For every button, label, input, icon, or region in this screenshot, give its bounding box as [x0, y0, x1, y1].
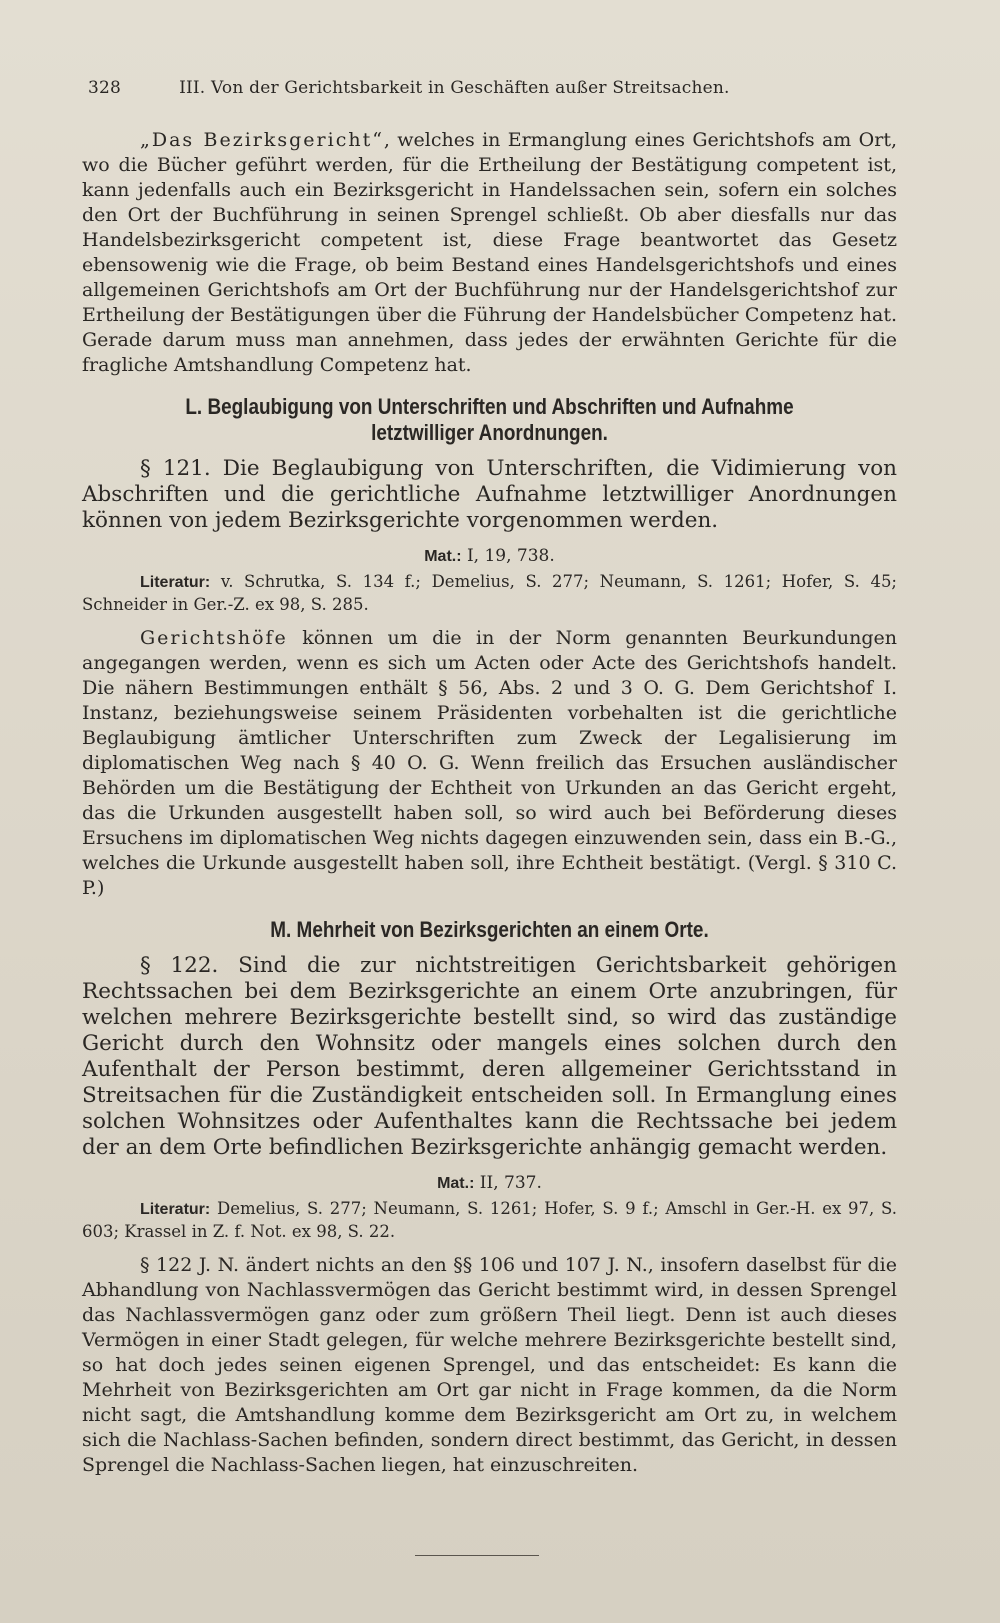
page-body	[82, 128, 897, 1478]
materials-ref: II, 737.	[474, 1173, 542, 1193]
section-l-heading-line2: letztwilliger Anordnungen.	[371, 420, 608, 445]
paragraph-122-text: Sind die zur nichtstreitigen Gerichtsbarkeit gehörigen Rechtssachen bei dem Bezirksgerichte an einem Orte anzubringen, für welchen mehrere Bezirksgerichte bestellt sind, so wird das zuständige Gericht durch den Wohnsitz oder mangels eines solchen durch den Aufenthalt der Person bestimmt, deren allgemeiner Gerichtsstand in Streitsachen für die Zuständigkeit entscheiden soll. In Ermanglung eines solchen Wohnsitzes oder Aufenthaltes kann die Rechtssache bei jedem der an dem Orte befindlichen Bezirksgerichte anhängig gemacht werden.	[82, 953, 897, 1160]
section-m-materials	[82, 1171, 897, 1196]
literature-label: Literatur:	[140, 574, 211, 591]
section-l-literature	[82, 571, 897, 616]
intro-paragraph	[82, 128, 897, 378]
commentary-text: können um die in der Norm genannten Beurkundungen angegangen werden, wenn es sich um Acten oder Acte des Gerichtshofs handelt. Die nähern Bestimmungen enthält § 56, Abs. 2 und 3 O. G. Dem Gerichtshof I. Instanz, beziehungsweise seinem Präsidenten vorbehalten ist die gerichtliche Beglaubigung ämtlicher Unterschriften zum Zweck der Legalisierung im diplomatischen Weg nach § 40 O. G. Wenn freilich das Ersuchen ausländischer Behörden um die Bestätigung der Echtheit von Urkunden an das Gericht ergeht, das die Urkunden ausgestellt haben soll, so wird auch bei Beförderung dieses Ersuchens im diplomatischen Weg nichts dagegen einzuwenden sein, dass ein B.-G., welches die Urkunde ausgestellt haben soll, ihre Echtheit bestätigt. (Vergl. § 310 C. P.)	[82, 627, 897, 899]
section-m-literature	[82, 1198, 897, 1243]
paragraph-121	[82, 456, 897, 534]
paragraph-121-number: § 121.	[140, 456, 211, 481]
paragraph-122	[82, 953, 897, 1161]
section-m-heading: M. Mehrheit von Bezirksgerichten an einem Orte.	[270, 917, 709, 942]
literature-refs: v. Schrutka, S. 134 f.; Demelius, S. 277; Neumann, S. 1261; Hofer, S. 45; Schneider in Ger.-Z. ex 98, S. 285.	[82, 572, 897, 614]
intro-text: , welches in Ermanglung eines Gerichtshofs am Ort, wo die Bücher geführt werden, für die Ertheilung der Bestätigung competent ist, kann jedenfalls auch ein Bezirksgericht in Handelssachen sein, sofern ein solches den Ort der Buchführung in seinen Sprengel schließt. Ob aber diesfalls nur das Handelsbezirksgericht competent ist, diese Frage beantwortet das Gesetz ebensowenig wie die Frage, ob beim Bestand eines Handelsgerichtshofs und eines allgemeinen Gerichtshofs am Ort der Buchführung nur der Handelsgerichtshof zur Ertheilung der Bestätigungen über die Führung der Handelsbücher Competenz hat. Gerade darum muss man annehmen, dass jedes der erwähnten Gerichte für die fragliche Amtshandlung Competenz hat.	[82, 129, 897, 376]
running-header	[88, 78, 908, 98]
section-l-commentary	[82, 626, 897, 901]
intro-quote: „Das Bezirksgericht“	[140, 129, 384, 151]
materials-label: Mat.:	[437, 1175, 475, 1192]
commentary-lead: Gerichtshöfe	[140, 627, 288, 649]
paragraph-122-number: § 122.	[140, 953, 219, 978]
section-l-heading	[139, 394, 840, 446]
section-m-commentary: § 122 J. N. ändert nichts an den §§ 106 und 107 J. N., insofern daselbst für die Abhandlung von Nachlassvermögen das Gericht bestimmt wird, in dessen Sprengel das Nachlassvermögen ganz oder zum größern Theil liegt. Denn ist auch dieses Vermögen in einer Stadt gelegen, für welche mehrere Bezirksgerichte bestellt sind, so hat doch jedes seinen eigenen Sprengel, und das entscheidet: Es kann die Mehrheit von Bezirksgerichten am Ort gar nicht in Frage kommen, da die Norm nicht sagt, die Amtshandlung komme dem Bezirksgericht am Ort zu, in welchem sich die Nachlass-Sachen befinden, sondern direct bestimmt, das Gericht, in dessen Sprengel die Nachlass-Sachen liegen, hat einzuschreiten.	[82, 1254, 897, 1476]
section-l-materials	[82, 544, 897, 569]
footer-rule	[415, 1555, 539, 1556]
running-title: III. Von der Gerichtsbarkeit in Geschäften außer Streitsachen.	[179, 78, 730, 98]
literature-label: Literatur:	[140, 1201, 211, 1218]
paragraph-121-text: Die Beglaubigung von Unterschriften, die Vidimierung von Abschriften und die gerichtliche Aufnahme letztwilliger Anordnungen können von jedem Bezirksgerichte vorgenommen werden.	[82, 456, 898, 533]
materials-ref: I, 19, 738.	[461, 546, 555, 566]
literature-refs: Demelius, S. 277; Neumann, S. 1261; Hofer, S. 9 f.; Amschl in Ger.-H. ex 97, S. 603; Krassel in Z. f. Not. ex 98, S. 22.	[82, 1199, 897, 1241]
materials-label: Mat.:	[424, 548, 462, 565]
section-l-heading-line1: L. Beglaubigung von Unterschriften und Abschriften und Aufnahme	[185, 394, 794, 419]
page-number: 328	[88, 78, 122, 98]
